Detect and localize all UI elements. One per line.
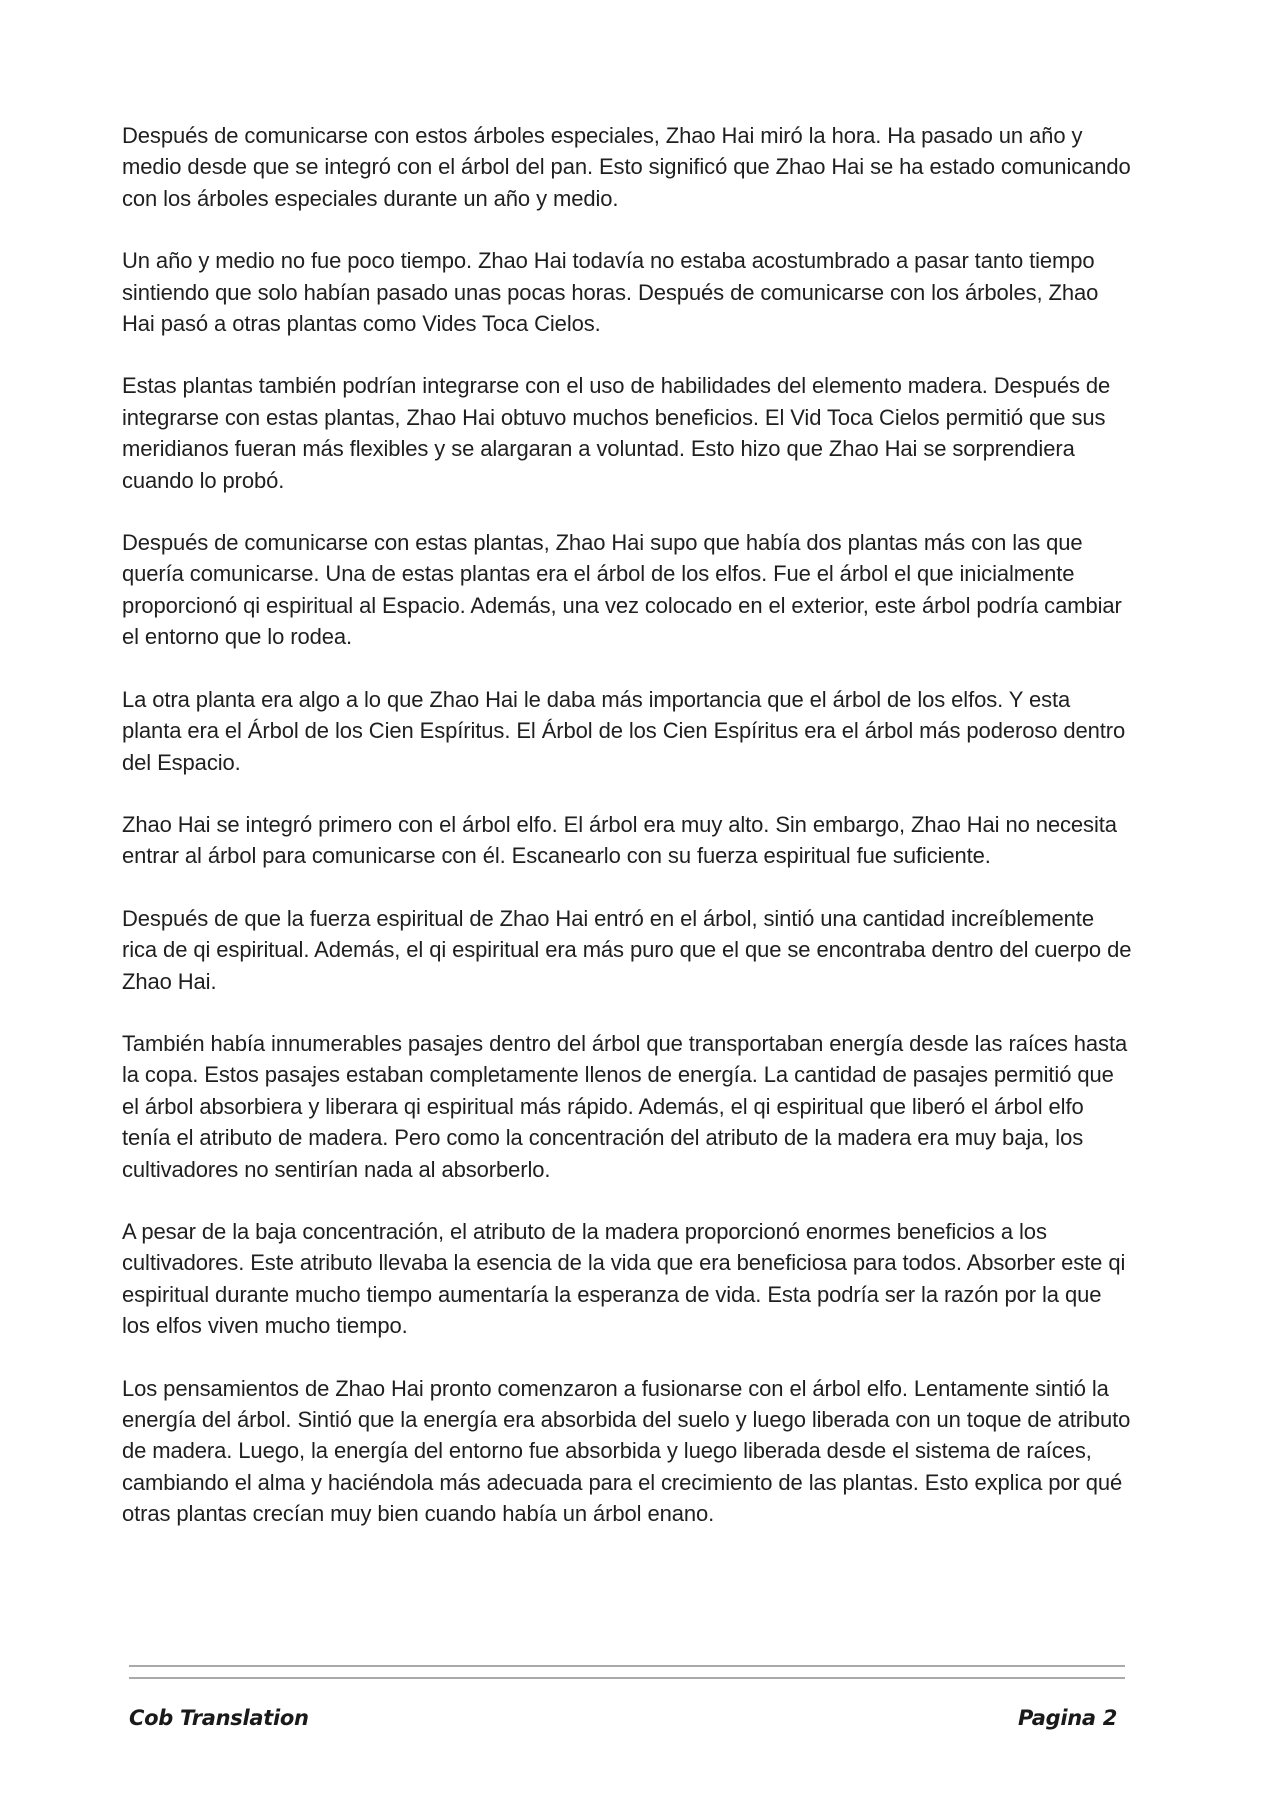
document-body [122, 120, 1132, 1561]
paragraph: Después de que la fuerza espiritual de Zhao Hai entró en el árbol, sintió una cantidad increíblemente rica de qi espiritual. Además, el qi espiritual era más puro que el que se encontraba dentro del cuerpo de Zhao Hai. [122, 905, 1132, 994]
paragraph: Después de comunicarse con estos árboles especiales, Zhao Hai miró la hora. Ha pasado un año y medio desde que se integró con el árbol del pan. Esto significó que Zhao Hai se ha estado comunicando con los árboles especiales durante un año y medio. [122, 123, 1131, 211]
paragraph: También había innumerables pasajes dentro del árbol que transportaban energía desde las raíces hasta la copa. Estos pasajes estaban completamente llenos de energía. La cantidad de pasajes permitió que el árbol absorbiera y liberara qi espiritual más rápido. Además, el qi espiritual que liberó el árbol elfo tenía el atributo de madera. Pero como la concentración del atributo de la madera era muy baja, los cultivadores no sentirían nada al absorberlo. [122, 1030, 1128, 1182]
footer-divider [129, 1665, 1125, 1667]
paragraph: Un año y medio no fue poco tiempo. Zhao Hai todavía no estaba acostumbrado a pasar tanto tiempo sintiendo que solo habían pasado unas pocas horas. Después de comunicarse con los árboles, Zhao Hai pasó a otras plantas como Vides Toca Cielos. [122, 248, 1099, 337]
paragraph: Estas plantas también podrían integrarse con el uso de habilidades del elemento madera. Después de integrarse con estas plantas, Zhao Hai obtuvo muchos beneficios. El Vid Toca Cielos permitió que sus meridianos fueran más flexibles y se alargaran a voluntad. Esto hizo que Zhao Hai se sorprendiera cuando lo probó. [122, 373, 1111, 493]
paragraph: Después de comunicarse con estas plantas, Zhao Hai supo que había dos plantas más con las que quería comunicarse. Una de estas plantas era el árbol de los elfos. Fue el árbol el que inicialmente proporcionó qi espiritual al Espacio. Además, una vez colocado en el exterior, este árbol podría cambiar el entorno que lo rodea. [122, 530, 1122, 650]
paragraph: Zhao Hai se integró primero con el árbol elfo. El árbol era muy alto. Sin embargo, Zhao Hai no necesita entrar al árbol para comunicarse con él. Escanearlo con su fuerza espiritual fue suficiente. [122, 811, 1117, 869]
paragraph: La otra planta era algo a lo que Zhao Hai le daba más importancia que el árbol de los elfos. Y esta planta era el Árbol de los Cien Espíritus. El Árbol de los Cien Espíritus era el árbol más poderoso dentro del Espacio. [122, 686, 1126, 775]
footer-page-number: Pagina 2 [1018, 1706, 1118, 1730]
footer-publisher: Cob Translation [129, 1706, 309, 1730]
paragraph: A pesar de la baja concentración, el atributo de la madera proporcionó enormes beneficios a los cultivadores. Este atributo llevaba la esencia de la vida que era beneficiosa para todos. Absorber este qi espiritual durante mucho tiempo aumentaría la esperanza de vida. Esta podría ser la razón por la que los elfos viven mucho tiempo. [122, 1218, 1126, 1339]
paragraph: Los pensamientos de Zhao Hai pronto comenzaron a fusionarse con el árbol elfo. Lentamente sintió la energía del árbol. Sintió que la energía era absorbida del suelo y luego liberada con un toque de atributo de madera. Luego, la energía del entorno fue absorbida y luego liberada desde el sistema de raíces, cambiando el alma y haciéndola más adecuada para el crecimiento de las plantas. Esto explica por qué otras plantas crecían muy bien cuando había un árbol enano. [122, 1375, 1131, 1527]
footer-divider [129, 1677, 1125, 1679]
